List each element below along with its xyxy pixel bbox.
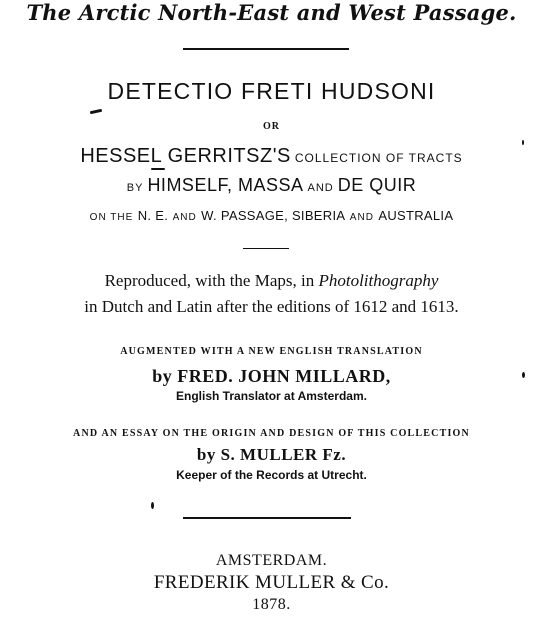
ink-mark	[151, 168, 165, 170]
australia: AUSTRALIA	[378, 208, 454, 223]
reproduced-text: Reproduced, with the Maps, in	[104, 271, 315, 290]
series-title: The Arctic North-East and West Passage.	[26, 0, 517, 25]
passage-line	[0, 207, 543, 225]
ne-label: N. E.	[137, 208, 169, 223]
translator-role: English Translator at Amsterdam.	[176, 389, 367, 403]
ink-mark	[151, 502, 154, 509]
translator-name: by FRED. JOHN MILLARD,	[152, 366, 391, 386]
reproduction-line-1	[0, 271, 543, 291]
on-the-label: ON THE	[89, 212, 134, 223]
or-label: OR	[263, 121, 280, 132]
authors-names: HIMSELF, MASSA	[147, 175, 304, 195]
and-label: AND	[172, 212, 197, 223]
hessel-line	[0, 145, 543, 168]
imprint-year: 1878.	[252, 596, 291, 613]
de-quir: DE QUIR	[337, 175, 417, 195]
augmented-line: AUGMENTED WITH A NEW ENGLISH TRANSLATION	[120, 346, 423, 357]
photolithography-text: Photolithography	[318, 271, 439, 290]
essayist-name: by S. MULLER Fz.	[196, 445, 347, 464]
imprint-city: AMSTERDAM.	[215, 552, 328, 569]
reproduction-line-2: in Dutch and Latin after the editions of 1612 and 1613.	[84, 297, 459, 316]
ink-mark	[90, 109, 102, 114]
middle-rule	[243, 248, 289, 249]
hessel-name: HESSEL GERRITSZ'S	[80, 145, 291, 167]
essay-line: AND AN ESSAY ON THE ORIGIN AND DESIGN OF THIS COLLECTION	[73, 428, 470, 439]
top-rule	[183, 48, 349, 50]
and-label: AND	[307, 182, 334, 194]
essayist-role: Keeper of the Records at Utrecht.	[176, 468, 367, 482]
collection-of-tracts: COLLECTION OF TRACTS	[294, 151, 463, 165]
bottom-rule	[183, 517, 351, 519]
by-label: BY	[126, 182, 144, 194]
ink-mark	[522, 372, 525, 378]
ink-mark	[522, 140, 524, 145]
w-passage-siberia: W. PASSAGE, SIBERIA	[201, 208, 346, 223]
authors-line	[0, 175, 543, 196]
and-label: AND	[349, 212, 374, 223]
main-title: DETECTIO FRETI HUDSONI	[107, 78, 436, 104]
imprint-publisher: FREDERIK MULLER & Co.	[153, 572, 390, 593]
